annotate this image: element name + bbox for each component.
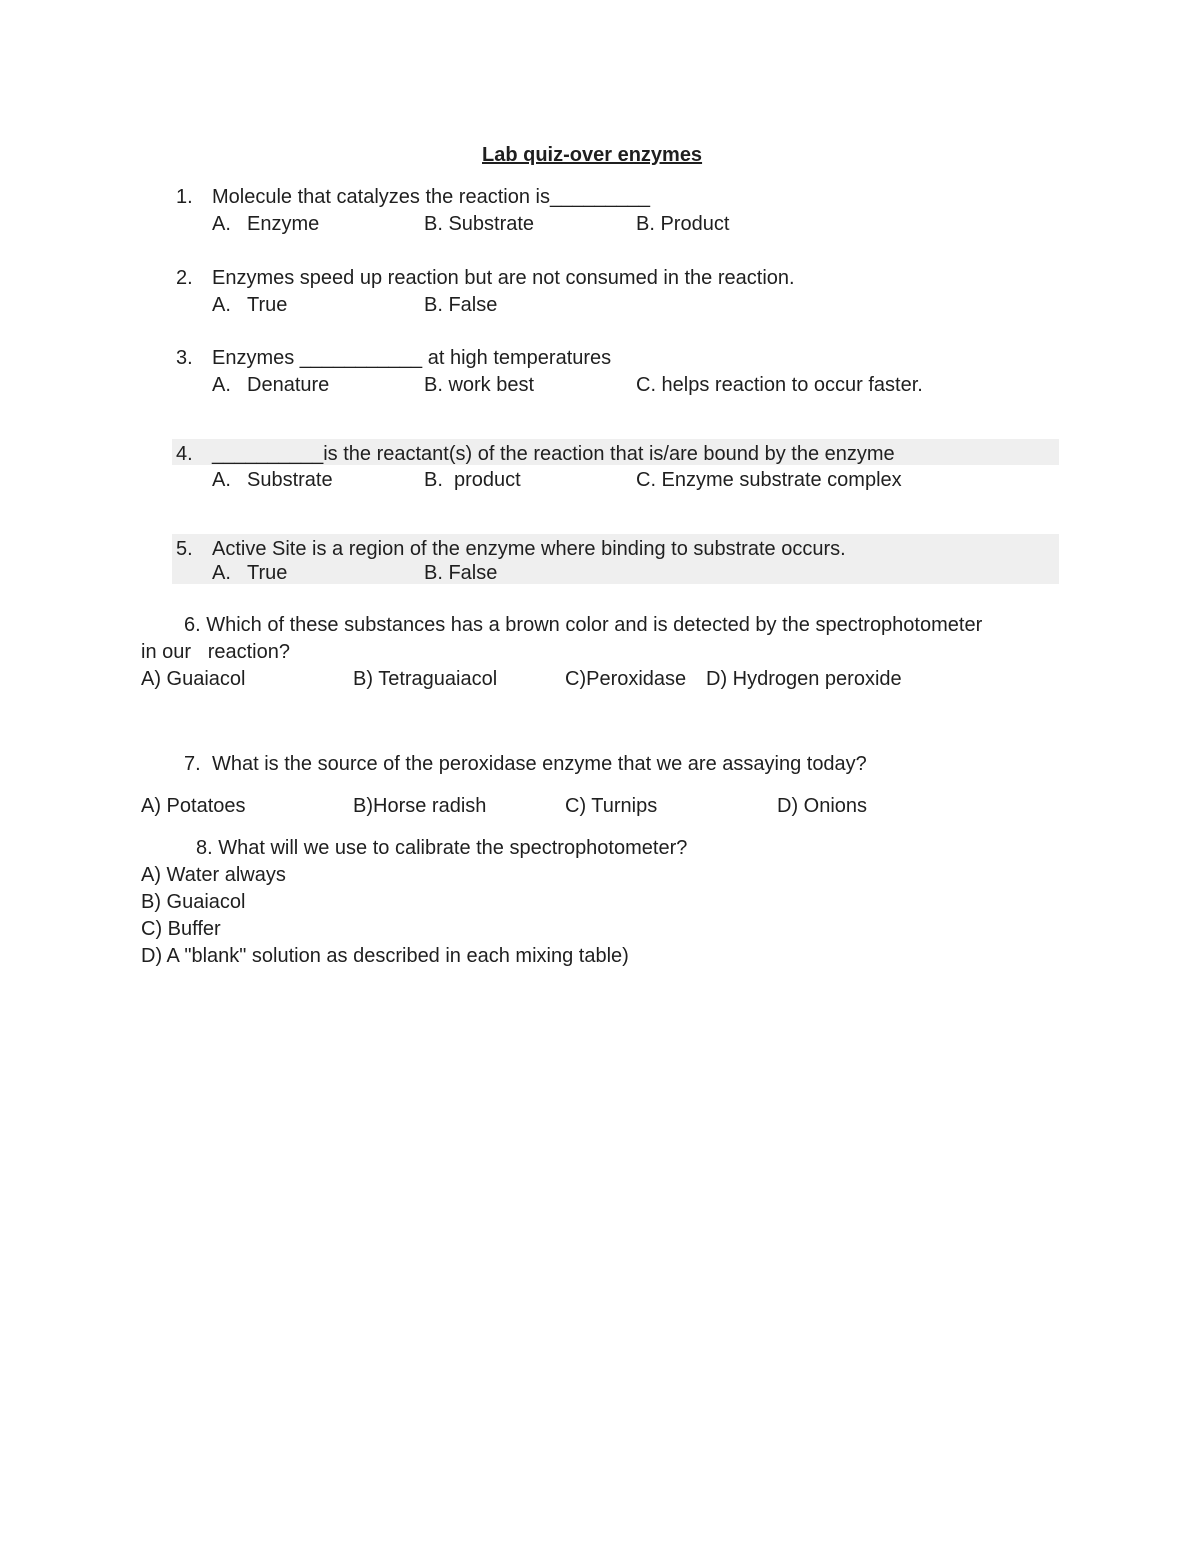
option-b: B. False [424, 294, 498, 316]
question-text: Enzymes speed up reaction but are not consumed in the reaction. [212, 267, 795, 289]
option-b: B) Tetraguaiacol [353, 668, 498, 690]
option-c: C. helps reaction to occur faster. [636, 374, 923, 396]
question-number: 5. [176, 538, 193, 560]
option-a: Denature [247, 374, 330, 396]
question-text-line-2: in our reaction? [141, 641, 290, 663]
option-c: C) Turnips [565, 795, 658, 817]
option-d: D) A "blank" solution as described in each mixing table) [141, 945, 629, 967]
option-b: B. False [424, 562, 498, 584]
option-a: A) Guaiacol [141, 668, 246, 690]
option-letter-a: A. [212, 374, 231, 396]
option-c: C. Enzyme substrate complex [636, 469, 902, 491]
option-letter-a: A. [212, 213, 231, 235]
question-text: Enzymes ___________ at high temperatures [212, 347, 612, 369]
question-text: Molecule that catalyzes the reaction is_________ [212, 186, 651, 208]
question-text: 8. What will we use to calibrate the spectrophotometer? [196, 837, 688, 859]
option-a: Substrate [247, 469, 333, 491]
question-text: What is the source of the peroxidase enzyme that we are assaying today? [212, 753, 867, 775]
question-text: Active Site is a region of the enzyme where binding to substrate occurs. [212, 538, 846, 560]
option-a: True [247, 562, 288, 584]
option-d: D) Onions [777, 795, 868, 817]
option-c: C)Peroxidase [565, 668, 687, 690]
question-number: 3. [176, 347, 193, 369]
option-d: D) Hydrogen peroxide [706, 668, 902, 690]
option-letter-a: A. [212, 562, 231, 584]
page-title: Lab quiz-over enzymes [482, 144, 703, 166]
question-number: 4. [176, 443, 193, 465]
option-b: B)Horse radish [353, 795, 487, 817]
question-number: 1. [176, 186, 193, 208]
question-text: __________is the reactant(s) of the reaction that is/are bound by the enzyme [212, 443, 895, 465]
option-b: B. product [424, 469, 521, 491]
option-a: A) Water always [141, 864, 286, 886]
option-letter-a: A. [212, 294, 231, 316]
option-c: C) Buffer [141, 918, 221, 940]
option-a: True [247, 294, 288, 316]
question-number: 2. [176, 267, 193, 289]
option-c: B. Product [636, 213, 730, 235]
option-b: B. work best [424, 374, 535, 396]
question-text-line-1: 6. Which of these substances has a brown color and is detected by the spectrophotometer [184, 614, 983, 636]
option-a: Enzyme [247, 213, 320, 235]
option-b: B) Guaiacol [141, 891, 246, 913]
option-letter-a: A. [212, 469, 231, 491]
option-a: A) Potatoes [141, 795, 246, 817]
question-number: 7. [184, 753, 201, 775]
option-b: B. Substrate [424, 213, 535, 235]
